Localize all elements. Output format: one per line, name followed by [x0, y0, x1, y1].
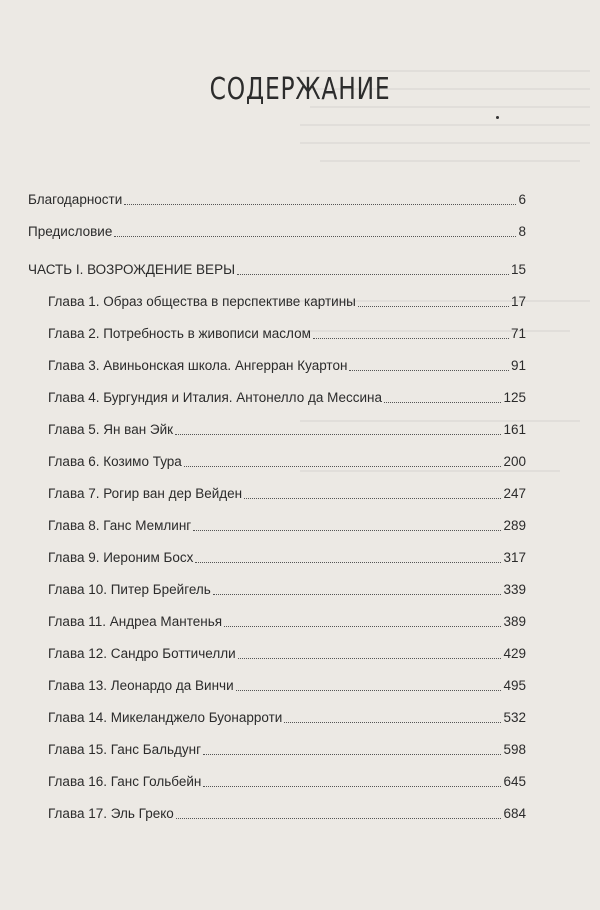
toc-chapter-10[interactable] — [28, 566, 526, 598]
dot-leader — [384, 401, 501, 403]
toc-entry-part-1[interactable] — [28, 246, 526, 278]
dot-leader — [203, 753, 501, 755]
toc-chapter-label: Глава 1. Образ общества в перспективе картины — [48, 294, 356, 309]
page-title: СОДЕРЖАНИЕ — [209, 72, 391, 107]
toc-entry-page: 429 — [503, 646, 526, 661]
ink-dot — [496, 116, 499, 119]
toc-chapter-1[interactable] — [28, 278, 526, 310]
toc-chapter-label: Глава 3. Авиньонская школа. Ангерран Куартон — [48, 358, 348, 373]
toc-chapter-label: Глава 16. Ганс Гольбейн — [48, 774, 202, 789]
dot-leader — [176, 817, 502, 819]
toc-chapter-label: Глава 11. Андреа Мантенья — [48, 614, 223, 629]
toc-chapter-6[interactable] — [28, 438, 526, 470]
toc-entry-page: 684 — [503, 806, 526, 821]
dot-leader — [184, 465, 502, 467]
dot-leader — [358, 305, 509, 307]
toc-entry-page: 17 — [510, 294, 526, 309]
toc-chapter-label: Глава 8. Ганс Мемлинг — [48, 518, 192, 533]
dot-leader — [313, 337, 509, 339]
dot-leader — [213, 593, 502, 595]
toc-chapter-label: Глава 10. Питер Брейгель — [48, 582, 211, 597]
toc-entry-page: 339 — [503, 582, 526, 597]
toc-entry-label: Предисловие — [28, 224, 113, 239]
toc-entry-page: 8 — [518, 224, 526, 239]
toc-entry-page: 598 — [503, 742, 526, 757]
toc-chapter-label: Глава 9. Иероним Босх — [48, 550, 194, 565]
dot-leader — [238, 657, 502, 659]
dot-leader — [193, 529, 501, 531]
toc-chapter-17[interactable] — [28, 790, 526, 822]
toc-chapter-9[interactable] — [28, 534, 526, 566]
dot-leader — [349, 369, 509, 371]
toc-chapter-7[interactable] — [28, 470, 526, 502]
toc-entry-page: 15 — [510, 262, 526, 277]
toc-chapter-3[interactable] — [28, 342, 526, 374]
toc-chapter-8[interactable] — [28, 502, 526, 534]
toc-chapter-12[interactable] — [28, 630, 526, 662]
toc-chapter-15[interactable] — [28, 726, 526, 758]
toc-entry-page: 71 — [510, 326, 526, 341]
dot-leader — [195, 561, 501, 563]
toc-entry-page: 645 — [503, 774, 526, 789]
dot-leader — [175, 433, 501, 435]
toc-chapter-14[interactable] — [28, 694, 526, 726]
dot-leader — [224, 625, 501, 627]
dot-leader — [284, 721, 501, 723]
toc-chapter-label: Глава 5. Ян ван Эйк — [48, 422, 174, 437]
toc-entry-page: 6 — [518, 192, 526, 207]
toc-chapter-4[interactable] — [28, 374, 526, 406]
table-of-contents — [28, 176, 526, 822]
toc-chapter-16[interactable] — [28, 758, 526, 790]
toc-chapter-label: Глава 7. Рогир ван дер Вейден — [48, 486, 243, 501]
toc-entry-page: 389 — [503, 614, 526, 629]
toc-chapter-label: Глава 15. Ганс Бальдунг — [48, 742, 202, 757]
toc-entry-page: 532 — [503, 710, 526, 725]
toc-entry-page: 247 — [503, 486, 526, 501]
toc-chapter-label: Глава 12. Сандро Боттичелли — [48, 646, 236, 661]
dot-leader — [124, 203, 516, 205]
dot-leader — [237, 273, 509, 275]
dot-leader — [203, 785, 501, 787]
toc-part-label: ЧАСТЬ I. ВОЗРОЖДЕНИЕ ВЕРЫ — [28, 262, 236, 277]
toc-chapter-2[interactable] — [28, 310, 526, 342]
toc-entry-page: 125 — [503, 390, 526, 405]
toc-chapter-label: Глава 2. Потребность в живописи маслом — [48, 326, 311, 341]
toc-entry-acknowledgements[interactable] — [28, 176, 526, 208]
toc-entry-page: 91 — [510, 358, 526, 373]
toc-chapter-13[interactable] — [28, 662, 526, 694]
toc-chapter-5[interactable] — [28, 406, 526, 438]
toc-entry-page: 161 — [503, 422, 526, 437]
toc-chapter-label: Глава 13. Леонардо да Винчи — [48, 678, 234, 693]
dot-leader — [236, 689, 502, 691]
toc-entry-page: 289 — [503, 518, 526, 533]
toc-chapter-label: Глава 17. Эль Греко — [48, 806, 174, 821]
toc-chapter-label: Глава 6. Козимо Тура — [48, 454, 182, 469]
toc-entry-page: 200 — [503, 454, 526, 469]
toc-chapter-label: Глава 4. Бургундия и Италия. Антонелло да Мессина — [48, 390, 382, 405]
toc-entry-label: Благодарности — [28, 192, 123, 207]
toc-entry-page: 317 — [503, 550, 526, 565]
dot-leader — [114, 235, 516, 237]
toc-entry-preface[interactable] — [28, 208, 526, 240]
toc-entry-page: 495 — [503, 678, 526, 693]
dot-leader — [244, 497, 501, 499]
toc-chapter-label: Глава 14. Микеланджело Буонарроти — [48, 710, 283, 725]
toc-chapter-11[interactable] — [28, 598, 526, 630]
